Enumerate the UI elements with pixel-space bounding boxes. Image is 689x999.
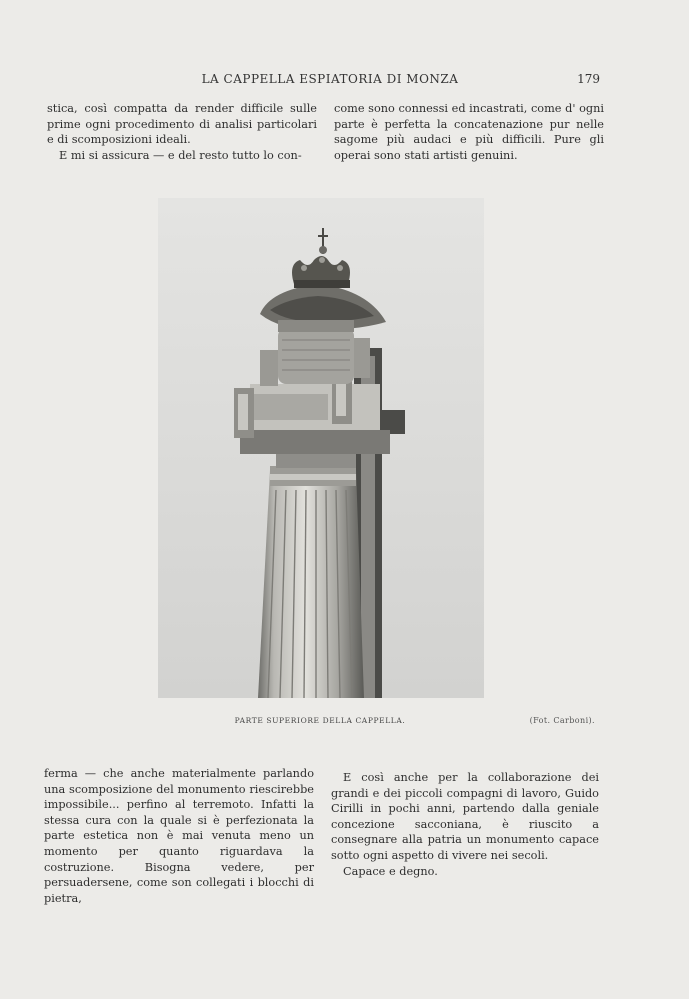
paragraph: E mi si assicura — e del resto tutto lo con- (59, 148, 302, 162)
bottom-left-column (44, 766, 314, 906)
bottom-right-column (331, 770, 599, 879)
paragraph: stica, così compatta da render difficile sulle prime ogni procedimento di analisi particolari e di scomposizioni ideali. (47, 102, 317, 147)
top-left-column (47, 101, 317, 163)
page-number: 179 (577, 72, 600, 86)
top-right-column (334, 101, 604, 163)
paragraph: E così anche per la collaborazione dei grandi e dei piccoli compagni di lavoro, Guido Cirilli in pochi anni, partendo dalla geniale concezione sacconiana, è riuscito a consegnare alla patria un monumento capace sotto ogni aspetto di vivere nei secoli. (331, 771, 599, 862)
paragraph: ferma — che anche materialmente parlando una scomposizione del monumento riescirebbe impossibile... perfino al terremoto. Infatti la stessa cura con la quale si è perfezionata la parte estetica non è mai venuta meno un momento per quanto riguardava la costruzione. Bisogna vedere, per persuadersene, come son collegati i blocchi di pietra, (44, 767, 314, 905)
paragraph: come sono connessi ed incastrati, come d' ogni parte è perfetta la concatenazione pur nelle sagome più audaci e più difficili. Pure gli operai sono stati artisti genuini. (334, 102, 604, 162)
photo-credit: (Fot. Carboni). (529, 716, 595, 725)
figure-caption: PARTE SUPERIORE DELLA CAPPELLA. (234, 716, 406, 725)
running-title: LA CAPPELLA ESPIATORIA DI MONZA (201, 72, 459, 86)
paragraph: Capace e degno. (343, 864, 438, 878)
column-illustration (158, 198, 484, 698)
monument-photograph (158, 198, 484, 698)
